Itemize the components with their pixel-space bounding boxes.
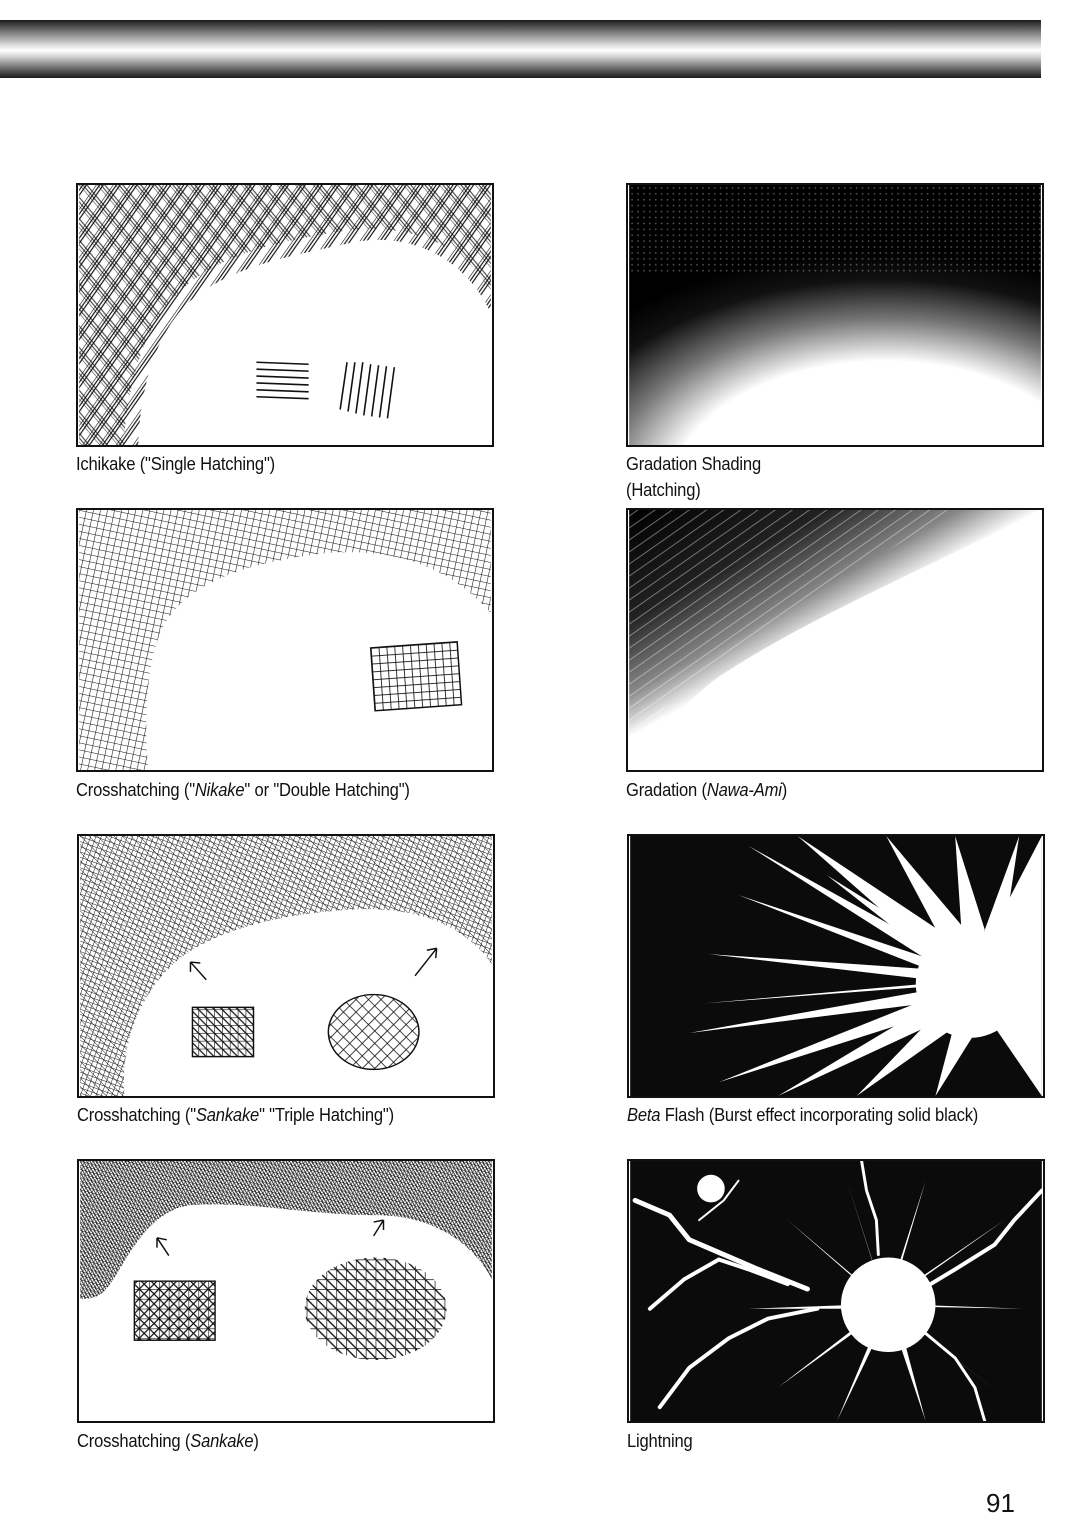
triple-hatching-illustration (79, 836, 493, 1096)
caption-beta-flash: Beta Flash (Burst effect incorporating solid black) (627, 1105, 979, 1125)
caption-nikake: Crosshatching ("Nikake" or "Double Hatching") (76, 780, 410, 800)
single-hatching-illustration (78, 185, 492, 445)
lightning-illustration (629, 1161, 1043, 1421)
header-gradient-bar (0, 20, 1041, 78)
caption-ichikake: Ichikake ("Single Hatching") (76, 454, 275, 474)
caption-sankake-triple: Crosshatching ("Sankake" "Triple Hatching") (77, 1105, 394, 1125)
nawa-ami-illustration (628, 510, 1042, 770)
panel-ichikake (76, 183, 494, 447)
panel-sankake-triple (77, 834, 495, 1098)
panel-nikake (76, 508, 494, 772)
arrow-icon (190, 948, 436, 980)
panel-gradation-hatching (626, 183, 1044, 447)
page-number: 91 (986, 1488, 1015, 1518)
caption-nawa-ami: Gradation (Nawa-Ami) (626, 780, 788, 800)
double-hatching-sample (371, 642, 462, 711)
panel-lightning (627, 1159, 1045, 1423)
caption-gradation-hatching-line2: (Hatching) (626, 480, 701, 500)
panel-sankake (77, 1159, 495, 1423)
beta-flash-illustration (629, 836, 1043, 1096)
caption-lightning: Lightning (627, 1431, 693, 1451)
caption-sankake: Crosshatching (Sankake) (77, 1431, 259, 1451)
panel-nawa-ami (626, 508, 1044, 772)
arrow-icon (157, 1220, 384, 1255)
gradation-shading-illustration (628, 185, 1042, 445)
caption-gradation-hatching-line1: Gradation Shading (626, 454, 761, 474)
panel-beta-flash (627, 834, 1045, 1098)
sankake-illustration (79, 1161, 493, 1421)
double-hatching-illustration (78, 510, 492, 770)
